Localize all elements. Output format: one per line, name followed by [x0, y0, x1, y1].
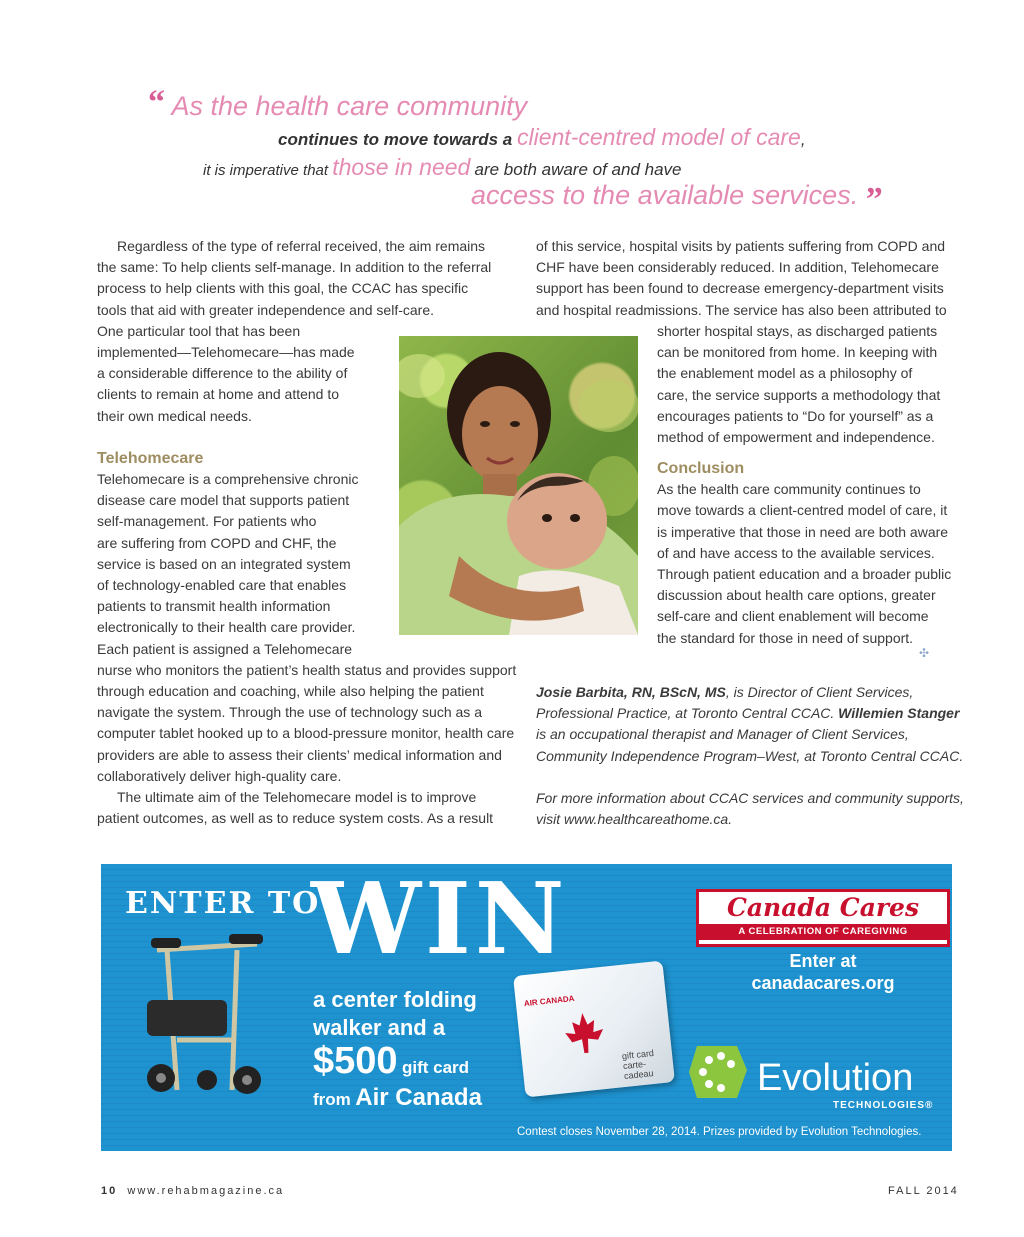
text-line: patient outcomes, as well as to reduce system costs. As a result [97, 810, 494, 827]
text-line: shorter hospital stays, as discharged patients [657, 323, 938, 339]
gift-card-image [513, 960, 675, 1097]
pull-quote-line-3-pink: those in need [332, 154, 471, 180]
footer-website[interactable]: www.rehabmagazine.ca [127, 1185, 285, 1197]
pull-quote-line-2-dark: continues to move towards a [278, 130, 513, 149]
author-1-title: , is Director of Client Services, [725, 684, 914, 700]
ad-site-link[interactable]: canadacares.org [751, 973, 895, 993]
left-paragraph-1 [97, 236, 517, 321]
text-line: of and have access to the available services. [657, 544, 935, 561]
evolution-technologies: TECHNOLOGIES® [833, 1100, 934, 1111]
text-line: a considerable difference to the ability of [97, 365, 348, 382]
ad-prize-line-2: walker and a [313, 1015, 446, 1040]
gift-card-text [621, 1046, 674, 1081]
right-paragraph-2 [657, 479, 957, 649]
text-line: method of empowerment and independence. [657, 429, 935, 446]
pull-quote-line-2-pink: client-centred model of care [517, 124, 801, 150]
text-line: move towards a client-centred model of care, it [657, 502, 948, 519]
text-line: The ultimate aim of the Telehomecare model is to improve [117, 789, 477, 806]
ad-from: from [313, 1090, 351, 1109]
contest-advertisement[interactable] [101, 864, 952, 1151]
left-paragraph-3 [97, 787, 517, 829]
mother-and-baby-photo [399, 336, 638, 635]
ad-from-line [313, 1084, 482, 1112]
ad-gift-card: gift card [402, 1058, 470, 1077]
canada-cares-title: Canada Cares [726, 893, 920, 922]
gift-card-text-2: carte-cadeau [622, 1058, 654, 1082]
text-line: self-management. For patients who [97, 513, 317, 530]
text-line: are suffering from COPD and CHF, the [97, 534, 337, 551]
text-line: Through patient education and a broader public [657, 566, 952, 583]
ad-amount-line [313, 1040, 469, 1083]
ad-prize-line-1: a center folding [313, 987, 477, 1012]
text-line: service is based on an integrated system [97, 555, 351, 572]
close-quote-mark: ” [865, 181, 883, 218]
pull-quote-line-3-dark-a: it is imperative that [203, 162, 329, 179]
open-quote-mark: “ [148, 84, 165, 121]
text-line: discussion about health care options, greater [657, 587, 936, 604]
ad-contest-details: Contest closes November 28, 2014. Prizes provided by Evolution Technologies. [517, 1126, 922, 1138]
more-info-line-1: For more information about CCAC services and community supports, [536, 789, 964, 806]
text-line: the same: To help clients self-manage. In addition to the referral [97, 259, 492, 276]
author-1-name: Josie Barbita, RN, BScN, MS [536, 684, 726, 700]
author-2-title: is an occupational therapist and Manager of Client Services, [536, 726, 909, 743]
ad-enter-to: ENTER TO [125, 886, 321, 921]
gift-card-text-1: gift card [621, 1047, 655, 1062]
text-line: care, the service supports a methodology that [657, 386, 941, 403]
canada-cares-tagline: A CELEBRATION OF CAREGIVING [699, 924, 947, 940]
text-line: of this service, hospital visits by patients suffering from COPD and [536, 238, 946, 254]
text-line: patients to transmit health information [97, 598, 331, 615]
end-mark-icon: ✣ [919, 646, 930, 660]
text-line: tools that aid with greater independence and self-care. [97, 301, 434, 318]
text-line: electronically to their health care provider. [97, 619, 356, 636]
text-line: CHF have been considerably reduced. In addition, Telehomecare [536, 259, 939, 276]
text-line: the enablement model as a philosophy of [657, 365, 913, 382]
text-line: clients to remain at home and attend to [97, 386, 340, 403]
page-number: 10 [101, 1185, 118, 1197]
right-column-wrap [657, 321, 957, 649]
footer-left [101, 1185, 284, 1197]
text-line: through education and coaching, while also helping the patient [97, 683, 484, 700]
author-1-org: Professional Practice, at Toronto Central CCAC. [536, 705, 835, 722]
author-2-org: Community Independence Program–West, at Toronto Central CCAC. [536, 747, 964, 764]
right-paragraph-1-wrap [657, 321, 957, 448]
pull-quote-line-3-dark-b: are both aware of and have [474, 160, 682, 179]
text-line: support has been found to decrease emergency-department visits [536, 280, 944, 297]
text-line: computer tablet hooked up to a blood-pressure monitor, health care [97, 725, 515, 742]
ad-prize-text [313, 986, 477, 1042]
ad-enter-at [696, 950, 950, 994]
ad-amount: $500 [313, 1040, 398, 1082]
text-line: can be monitored from home. In keeping with [657, 344, 938, 361]
walker-icon [137, 930, 277, 1100]
text-line: of technology-enabled care that enables [97, 577, 347, 594]
text-line: collaboratively deliver high-quality care. [97, 767, 342, 784]
canada-cares-logo [696, 889, 950, 947]
pull-quote-line-4: access to the available services. [471, 180, 859, 210]
ad-win: WIN [311, 864, 569, 977]
author-2-name: Willemien Stanger [838, 705, 960, 722]
text-line: is imperative that those in need are both aware [657, 523, 949, 540]
text-line: process to help clients with this goal, the CCAC has specific [97, 280, 469, 297]
ad-airline: Air Canada [355, 1084, 482, 1111]
text-line: Regardless of the type of referral received, the aim remains [117, 238, 486, 254]
right-paragraph-1 [536, 236, 956, 321]
text-line: One particular tool that has been [97, 322, 301, 339]
text-line: disease care model that supports patient [97, 492, 350, 509]
gift-card-brand: AIR CANADA [523, 993, 575, 1009]
text-line: providers are able to assess their clients’ medical information and [97, 746, 502, 763]
text-line: nurse who monitors the patient’s health status and provides support [97, 661, 517, 678]
text-line: navigate the system. Through the use of technology such as a [97, 704, 482, 721]
evolution-wordmark: Evolution [757, 1057, 914, 1099]
section-heading-conclusion: Conclusion [657, 460, 745, 478]
text-line: their own medical needs. [97, 407, 252, 424]
pull-quote-line-1: As the health care community [171, 91, 528, 121]
text-line: Telehomecare is a comprehensive chronic [97, 471, 359, 487]
text-line: self-care and client enablement will become [657, 608, 929, 625]
pull-quote-comma: , [800, 130, 806, 149]
section-heading-telehomecare: Telehomecare [97, 450, 204, 467]
maple-leaf-icon [557, 1007, 612, 1062]
text-line: encourages patients to “Do for yourself” as a [657, 407, 934, 424]
left-paragraph-2-cont [97, 660, 517, 787]
photo-illustration [399, 336, 638, 635]
footer-issue: FALL 2014 [888, 1185, 959, 1197]
text-line: As the health care community continues to [657, 481, 921, 498]
text-line: Each patient is assigned a Telehomecare [97, 640, 353, 657]
ad-enter-at-label: Enter at [789, 951, 857, 971]
more-info-line-2: visit www.healthcareathome.ca. [536, 811, 733, 828]
text-line: implemented—Telehomecare—has made [97, 344, 355, 361]
right-column [536, 236, 956, 321]
evolution-logo-icon [687, 1040, 751, 1104]
author-bio [536, 682, 966, 830]
text-line: the standard for those in need of support. [657, 629, 914, 646]
text-line: and hospital readmissions. The service has also been attributed to [536, 301, 947, 318]
